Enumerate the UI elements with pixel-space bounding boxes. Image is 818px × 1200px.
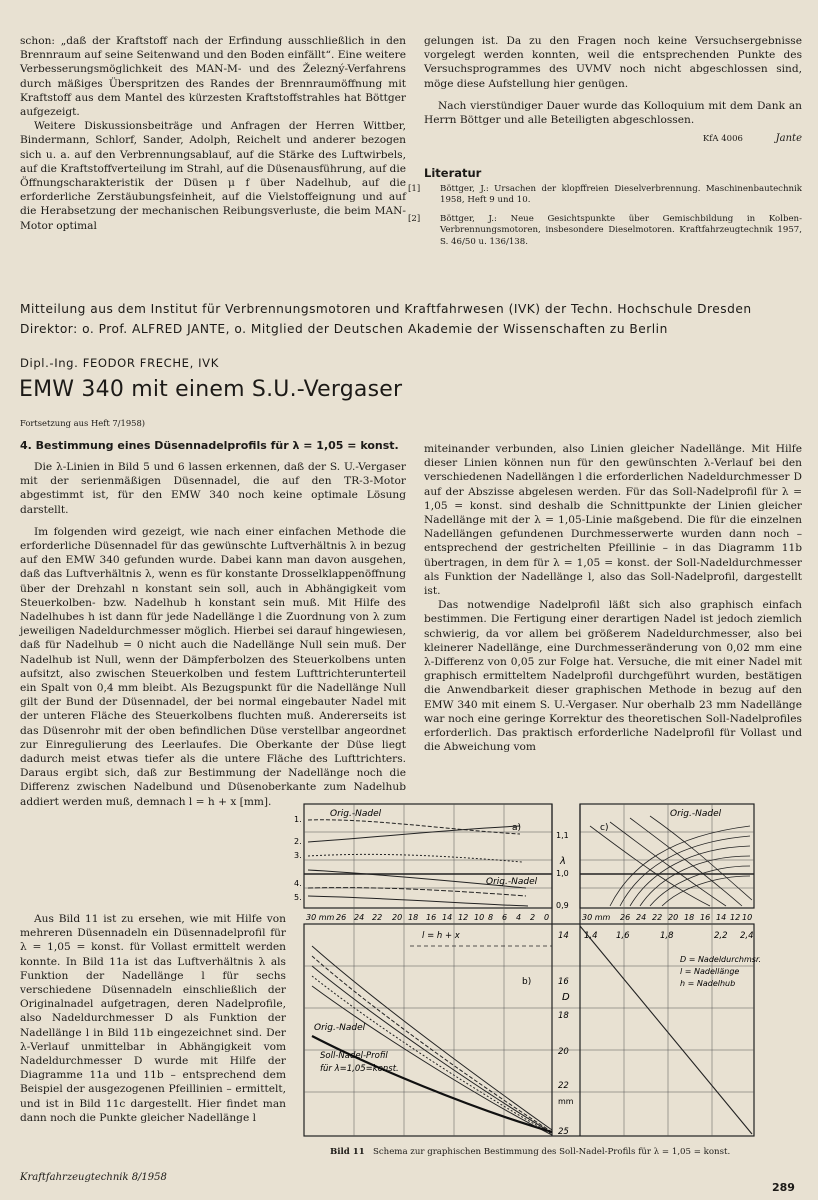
reference-item: [2] Böttger, J.: Neue Gesichtspunkte über Gemischbildung in Kolben-Verbrennungsmotoren, insbesondere Dieselmotoren. Kraftfahrzeugtechnik 1957, S. 46/50 u. 136/138. [408, 213, 802, 247]
svg-text:5.: 5. [294, 893, 302, 902]
l-axis-ticks [306, 913, 549, 922]
panel-a-label: a) [512, 823, 522, 833]
svg-text:1,8: 1,8 [660, 931, 674, 941]
svg-text:4.: 4. [294, 879, 302, 888]
svg-text:20: 20 [668, 913, 679, 922]
svg-text:16: 16 [558, 977, 569, 987]
institute-line-1: Mitteilung aus dem Institut für Verbrennungsmotoren und Kraftfahrwesen (IVK) der Techn. Hochschule Dresden [20, 302, 752, 316]
svg-text:30 mm: 30 mm [306, 913, 335, 922]
paragraph: Weitere Diskussionsbeiträge und Anfragen der Herren Wittber, Bindermann, Schlorf, Sander, Adolph, Reichelt und anderer bezogen sich u. a. auf den Verbrennungsablauf, auf die Stärke des Luftwirbels, auf die Kraftstoffverteilung im Strahl, auf die Düsenausführung, auf die Öffnungscharakteristik der Düsen μ f über Nadelhub, auf die erforderliche Zerstäubungsfeinheit, auf die Vielstoffeignung und auf die Herabsetzung der mechanischen Reibungsverluste, die beim MAN-Motor optimal [20, 120, 406, 232]
svg-text:18: 18 [408, 913, 419, 922]
lambda-tick: 1,1 [556, 831, 569, 840]
svg-text:12: 12 [730, 913, 741, 922]
lambda-tick: 0,9 [556, 901, 569, 910]
svg-text:26: 26 [620, 913, 631, 922]
svg-text:14: 14 [716, 913, 727, 922]
d-top-ticks [582, 913, 752, 922]
reference-list [408, 184, 802, 248]
literature-heading: Literatur [424, 166, 482, 180]
reference-item: [1] Böttger, J.: Ursachen der klopffreien Dieselverbrennung. Maschinenbautechnik 1958, Heft 9 und 10. [408, 184, 802, 206]
author: Dipl.-Ing. FEODOR FRECHE, IVK [20, 356, 219, 370]
svg-text:22: 22 [558, 1081, 569, 1091]
svg-text:12: 12 [458, 913, 469, 922]
paragraph: gelungen ist. Da zu den Fragen noch keine Versuchsergebnisse vorgelegt werden konnten, weil die entsprechenden Punkte des Versuchsprogrammes des UVMV noch nicht abgeschlossen sind, möge diese Aufstellung hier genügen. [424, 35, 802, 90]
left-body-column-narrow [20, 912, 286, 1125]
panel-a-curves [308, 820, 528, 906]
panel-b-curves [312, 946, 552, 1135]
institute-line-2: Direktor: o. Prof. ALFRED JANTE, o. Mitglied der Deutschen Akademie der Wissenschaften zu Berlin [20, 322, 668, 336]
d-symbol: D [562, 992, 570, 1003]
svg-text:1.: 1. [294, 815, 302, 824]
caption-number: Bild 11 [330, 1147, 365, 1157]
right-body-column [424, 442, 802, 754]
svg-text:6: 6 [502, 913, 508, 922]
paragraph: Aus Bild 11 ist zu ersehen, wie mit Hilfe von mehreren Düsennadeln ein Düsennadelprofil für λ = 1,05 = konst. für Vollast ermittelt werden konnte. In Bild 11a ist das Luftverhältnis λ als Funktion der Nadellänge l für sechs verschiedene Düsennadeln einschließlich der Originalnadel aufgetragen, deren Nadelprofile, also Nadeldurchmesser D als Funktion der Nadellänge l in Bild 11b eingezeichnet sind. Der λ-Verlauf unmittelbar in Abhängigkeit vom Nadeldurchmesser D wurde mit Hilfe der Diagramme 11a und 11b – entsprechend dem Beispiel der ausgezogenen Pfeillinien – ermittelt, und ist in Bild 11c dargestellt. Hier findet man dann noch die Punkte gleicher Nadellänge l [20, 913, 286, 1124]
panel-c-frame [580, 804, 754, 908]
svg-text:0: 0 [544, 913, 550, 922]
svg-text:24: 24 [354, 913, 365, 922]
kfa-number: KfA 4006 [702, 134, 743, 145]
svg-text:22: 22 [652, 913, 663, 922]
orig-needle-label-b: Orig.-Nadel [314, 1023, 366, 1033]
figure-caption [330, 1147, 800, 1157]
svg-text:4: 4 [516, 913, 522, 922]
svg-text:24: 24 [636, 913, 647, 922]
l-axis-label: l = h + x [422, 931, 460, 941]
lambda-tick: 1,0 [556, 869, 569, 878]
svg-text:20: 20 [558, 1047, 569, 1057]
panel-b-label: b) [522, 977, 532, 987]
top-left-column [20, 34, 406, 233]
article-title: EMW 340 mit einem S.U.-Vergaser [19, 377, 403, 402]
svg-text:l = Nadellänge: l = Nadellänge [680, 967, 740, 976]
needle-numbers [294, 815, 302, 902]
svg-text:26: 26 [336, 913, 347, 922]
svg-text:20: 20 [392, 913, 403, 922]
signature: Jante [775, 133, 802, 145]
d-vertical-ticks [558, 931, 569, 1137]
svg-text:2: 2 [530, 913, 536, 922]
svg-text:1,6: 1,6 [616, 931, 630, 941]
svg-text:2.: 2. [294, 837, 302, 846]
svg-text:30 mm: 30 mm [582, 913, 611, 922]
svg-text:18: 18 [684, 913, 695, 922]
svg-text:2,2: 2,2 [714, 931, 728, 941]
svg-text:16: 16 [700, 913, 711, 922]
paragraph: Nach vierstündiger Dauer wurde das Kolloquium mit dem Dank an Herrn Böttger und alle Beteiligten abgeschlossen. [424, 99, 802, 127]
continuation-note: Fortsetzung aus Heft 7/1958) [20, 418, 146, 428]
svg-text:14: 14 [558, 931, 569, 941]
journal-footer: Kraftfahrzeugtechnik 8/1958 [20, 1172, 167, 1183]
soll-label-2: für λ=1,05=konst. [320, 1064, 399, 1074]
orig-needle-label-c: Orig.-Nadel [670, 809, 722, 819]
paragraph: Das notwendige Nadelprofil läßt sich also graphisch einfach bestimmen. Die Fertigung einer derartigen Nadel ist jedoch ziemlich schwierig, da vor allem bei größerem Nadeldurchmesser, also bei kleinerer Nadellänge, eine Durchmesseränderung von 0,02 mm eine λ-Differenz von 0,05 zur Folge hat. Versuche, die mit einer Nadel mit graphisch ermitteltem Nadelprofil durchgeführt wurden, bestätigen die Anwendbarkeit dieser graphischen Methode in bezug auf den EMW 340 mit einem S. U.-Vergaser. Nur oberhalb 23 mm Nadellänge war noch eine geringe Korrektur des theoretischen Soll-Nadelprofiles erforderlich. Das praktisch erforderliche Nadelprofil für Vollast und die Abweichung vom [424, 599, 802, 754]
svg-text:D = Nadeldurchmsr.: D = Nadeldurchmsr. [680, 955, 762, 964]
caption-text: Schema zur graphischen Bestimmung des Soll-Nadel-Profils für λ = 1,05 = konst. [372, 1147, 731, 1157]
mm-label: mm [558, 1097, 574, 1106]
soll-label-1: Soll-Nadel-Profil [320, 1051, 388, 1061]
svg-text:18: 18 [558, 1011, 569, 1021]
signature-line [424, 131, 802, 146]
figure-legend [680, 955, 761, 988]
section-heading: 4. Bestimmung eines Düsennadelprofils für λ = 1,05 = konst. [20, 439, 399, 452]
svg-text:h = Nadelhub: h = Nadelhub [680, 979, 736, 988]
svg-text:8: 8 [488, 913, 494, 922]
paragraph: schon: „daß der Kraftstoff nach der Erfindung ausschließlich in den Brennraum auf seine Seitenwand und den Boden einfällt“. Eine weitere Verbesserungsmöglichkeit des MAN-M- und des Železný-Verfahrens durch mäßiges Überspritzen des Randes der Brennraumöffnung mit Kraftstoff aus dem Mantel des kürzesten Kraftstoffstrahles hat Böttger aufgezeigt. [20, 35, 406, 119]
paragraph: Die λ-Linien in Bild 5 und 6 lassen erkennen, daß der S. U.-Vergaser mit der serienmäßigen Düsennadel, die auf den TR-3-Motor abgestimmt ist, für den EMW 340 noch keine optimale Lösung darstellt. [20, 461, 406, 516]
svg-text:2,4: 2,4 [740, 931, 754, 941]
svg-text:16: 16 [426, 913, 437, 922]
panel-c-curves [590, 816, 752, 906]
svg-text:10: 10 [742, 913, 753, 922]
panel-c-label: c) [600, 823, 609, 833]
svg-text:25: 25 [558, 1127, 569, 1137]
paragraph: Im folgenden wird gezeigt, wie nach einer einfachen Methode die erforderliche Düsennadel für das gewünschte Luftverhältnis λ in bezug auf den EMW 340 gefunden wurde. Dabei kann man davon ausgehen, daß das Luftverhältnis λ, wenn es für konstante Drosselklappenöffnung über der Drehzahl n konstant sein soll, auch in Abhängigkeit vom Steuerkolben- bzw. Nadelhub h konstant sein muß. Mit Hilfe des Nadelhubes h ist dann für jede Nadellänge l die Zuordnung von λ zum jeweiligen Nadeldurchmesser möglich. Hierbei sei darauf hingewiesen, daß für Nadelhub = 0 nicht auch die Nadellänge Null sein muß. Der Nadelhub ist Null, wenn der Dämpferbolzen des Steuerkolbens unten aufsitzt, also zwischen Steuerkolben und festem Lufttrichterunterteil ein Spalt von 0,4 mm bleibt. Als Bezugspunkt für die Nadellänge Null gilt der Bund der Düsennadel, der bei normal eingebauter Nadel mit der unteren Fläche des Steuerkolbens fluchten muß. Andererseits ist das Düsenrohr mit der oben befindlichen Düse verstellbar angeordnet zur Einregulierung des Leerlaufes. Die Oberkante der Düse liegt dadurch meist etwas tiefer als die untere Fläche des Lufttrichters. Daraus ergibt sich, daß zur Bestimmung der Nadellänge noch die Differenz zwischen Nadelbund und Düsenoberkante zum Nadelhub addiert werden muß, demnach l = h + x [mm]. [20, 525, 406, 808]
orig-needle-label-a2: Orig.-Nadel [486, 877, 538, 887]
svg-text:14: 14 [442, 913, 453, 922]
svg-text:10: 10 [474, 913, 485, 922]
lambda-symbol: λ [560, 856, 566, 867]
svg-text:1,4: 1,4 [584, 931, 598, 941]
page-number: 289 [772, 1181, 795, 1194]
paragraph: miteinander verbunden, also Linien gleicher Nadellänge. Mit Hilfe dieser Linien können nun für den gewünschten λ-Verlauf bei den verschiedenen Nadellängen l die erforderlichen Nadeldurchmesser D auf der Abszisse abgelesen werden. Für das Soll-Nadelprofil für λ = 1,05 = konst. sind deshalb die Schnittpunkte der Linien gleicher Nadellänge mit der λ = 1,05-Linie maßgebend. Die für die einzelnen Nadellängen gefundenen Durchmesserwerte wurden dann noch – entsprechend der gestrichelten Pfeillinie – in das Diagramm 11b übertragen, in dem für λ = 1,05 = konst. der Soll-Nadeldurchmesser als Funktion der Nadellänge l, also das Soll-Nadelprofil, dargestellt ist. [424, 443, 802, 598]
left-body-column [20, 460, 406, 809]
figure-11 [290, 796, 800, 1146]
top-right-column [424, 34, 802, 146]
orig-needle-label-a: Orig.-Nadel [330, 809, 382, 819]
d-axis-ticks [584, 931, 754, 941]
svg-text:3.: 3. [294, 851, 302, 860]
svg-text:22: 22 [372, 913, 383, 922]
